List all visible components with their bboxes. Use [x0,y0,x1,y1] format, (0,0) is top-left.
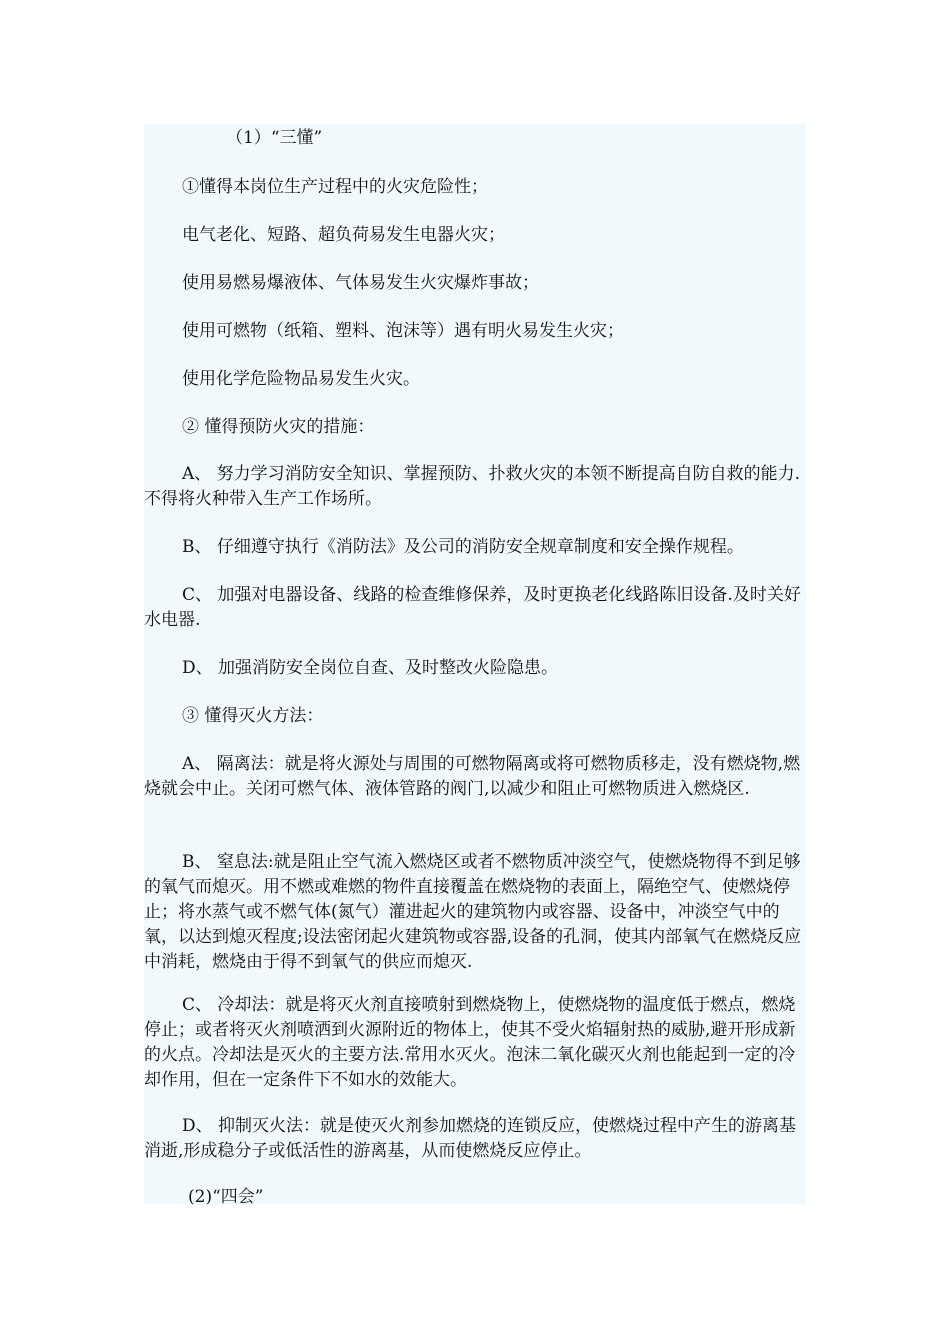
item2-title: ② 懂得预防火灾的措施： [182,417,375,437]
item3-paragraph-a: A、 隔离法：就是将火源处与周围的可燃物隔离或将可燃物质移走，没有燃烧物,燃烧就会中止。关闭可燃气体、液体管路的阀门,以减少和阻止可燃物质进入燃烧区. [144,754,801,799]
item2-paragraph-b: B、 仔细遵守执行《消防法》及公司的消防安全规章制度和安全操作规程。 [182,537,744,557]
document-body [144,124,806,1207]
item3-title: ③ 懂得灭火方法： [182,706,324,726]
item1-line-4: 使用化学危险物品易发生火灾。 [182,369,420,389]
item2-paragraph-d: D、 加强消防安全岗位自查、及时整改火险隐患。 [182,658,559,678]
section-heading-si-hui: (2)“四会” [188,1187,264,1207]
item3-paragraph-b: B、 窒息法:就是阻止空气流入燃烧区或者不燃物质冲淡空气，使燃烧物得不到足够的氧气而熄灭。用不燃或难燃的物件直接覆盖在燃烧物的表面上，隔绝空气、使燃烧停止；将水蒸气或不燃气体(氮气）灌进起火的建筑物内或容器、设备中，冲淡空气中的氧，以达到熄灭程度;设法密闭起火建筑物或容器,设备的孔洞，使其内部氧气在燃烧反应中消耗，燃烧由于得不到氧气的供应而熄灭. [144,852,802,972]
item1-title: ①懂得本岗位生产过程中的火灾危险性； [182,177,488,197]
item3-paragraph-d: D、 抑制灭火法：就是使灭火剂参加燃烧的连锁反应，使燃烧过程中产生的游离基消逝,形成稳分子或低活性的游离基，从而使燃烧反应停止。 [144,1116,797,1161]
item1-line-1: 电气老化、短路、超负荷易发生电器火灾； [182,225,505,245]
section-heading-san-dong: （1）“三懂” [226,128,323,148]
item1-line-2: 使用易燃易爆液体、气体易发生火灾爆炸事故； [182,273,539,293]
item3-paragraph-c: C、 冷却法：就是将灭火剂直接喷射到燃烧物上，使燃烧物的温度低于燃点，燃烧停止；或者将灭火剂喷洒到火源附近的物体上，使其不受火焰辐射热的威胁,避开形成新的火点。冷却法是灭火的主要方法.常用水灭火。泡沫二氧化碳灭火剂也能起到一定的冷却作用，但在一定条件下不如水的效能大。 [144,995,796,1090]
item2-paragraph-c: C、 加强对电器设备、线路的检查维修保养，及时更换老化线路陈旧设备.及时关好水电器. [144,585,801,630]
item1-line-3: 使用可燃物（纸箱、塑料、泡沫等）遇有明火易发生火灾； [182,321,624,341]
item2-paragraph-a: A、 努力学习消防安全知识、掌握预防、扑救火灾的本领不断提高自防自救的能力.不得将火种带入生产工作场所。 [144,464,801,509]
